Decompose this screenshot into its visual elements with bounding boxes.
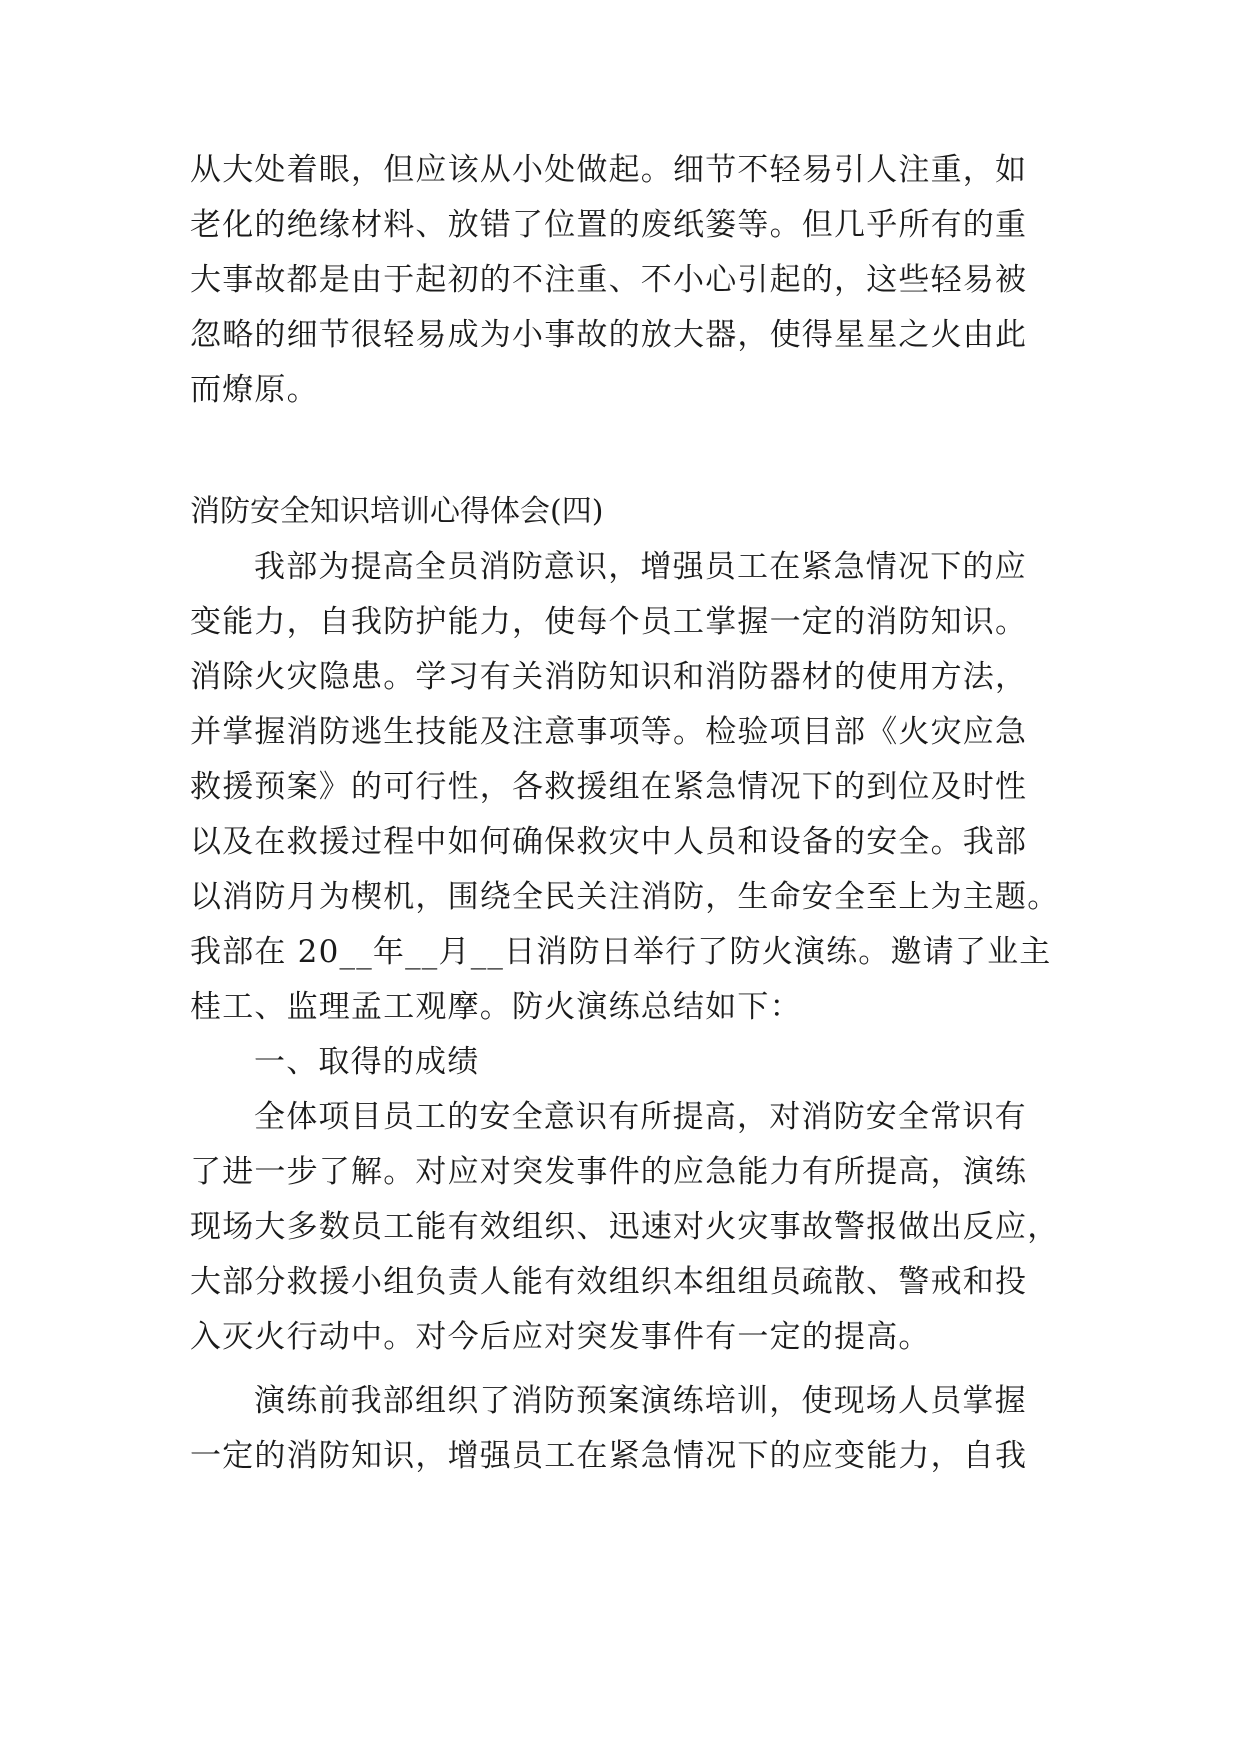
paragraph-2-line-4: 并掌握消防逃生技能及注意事项等。检验项目部《火灾应急 (190, 714, 1028, 750)
paragraph-2-line-6: 以及在救援过程中如何确保救灾中人员和设备的安全。我部 (190, 824, 1028, 860)
paragraph-3-line-5: 入灭火行动中。对今后应对突发事件有一定的提高。 (190, 1319, 931, 1355)
paragraph-4-line-2: 一定的消防知识，增强员工在紧急情况下的应变能力，自我 (190, 1438, 1028, 1474)
paragraph-3-line-4: 大部分救援小组负责人能有效组织本组组员疏散、警戒和投 (190, 1264, 1028, 1300)
paragraph-3-line-1: 全体项目员工的安全意识有所提高，对消防安全常识有 (254, 1099, 1027, 1135)
paragraph-1-line-4: 忽略的细节很轻易成为小事故的放大器，使得星星之火由此 (190, 317, 1028, 353)
paragraph-2-line-9: 桂工、监理孟工观摩。防火演练总结如下： (190, 989, 802, 1025)
paragraph-1-line-5: 而燎原。 (190, 372, 319, 408)
paragraph-2-line-2: 变能力，自我防护能力，使每个员工掌握一定的消防知识。 (190, 604, 1028, 640)
section-title: 消防安全知识培训心得体会(四) (190, 494, 604, 529)
subheading-achievements: 一、取得的成绩 (254, 1044, 480, 1080)
paragraph-3-line-3: 现场大多数员工能有效组织、迅速对火灾事故警报做出反应， (190, 1209, 1060, 1245)
paragraph-1-line-2: 老化的绝缘材料、放错了位置的废纸篓等。但几乎所有的重 (190, 207, 1028, 243)
paragraph-2-line-7: 以消防月为楔机，围绕全民关注消防，生命安全至上为主题。 (190, 879, 1060, 915)
paragraph-3-line-2: 了进一步了解。对应对突发事件的应急能力有所提高，演练 (190, 1154, 1028, 1190)
paragraph-2-line-5: 救援预案》的可行性，各救援组在紧急情况下的到位及时性 (190, 769, 1028, 805)
paragraph-1-line-3: 大事故都是由于起初的不注重、不小心引起的，这些轻易被 (190, 262, 1028, 298)
paragraph-2-line-3: 消除火灾隐患。学习有关消防知识和消防器材的使用方法， (190, 659, 1028, 695)
paragraph-2-line-1: 我部为提高全员消防意识，增强员工在紧急情况下的应 (254, 549, 1027, 585)
paragraph-1-line-1: 从大处着眼，但应该从小处做起。细节不轻易引人注重，如 (190, 152, 1028, 188)
paragraph-4-line-1: 演练前我部组织了消防预案演练培训，使现场人员掌握 (254, 1383, 1027, 1419)
paragraph-2-line-8: 我部在 20__年__月__日消防日举行了防火演练。邀请了业主 (190, 934, 1052, 970)
